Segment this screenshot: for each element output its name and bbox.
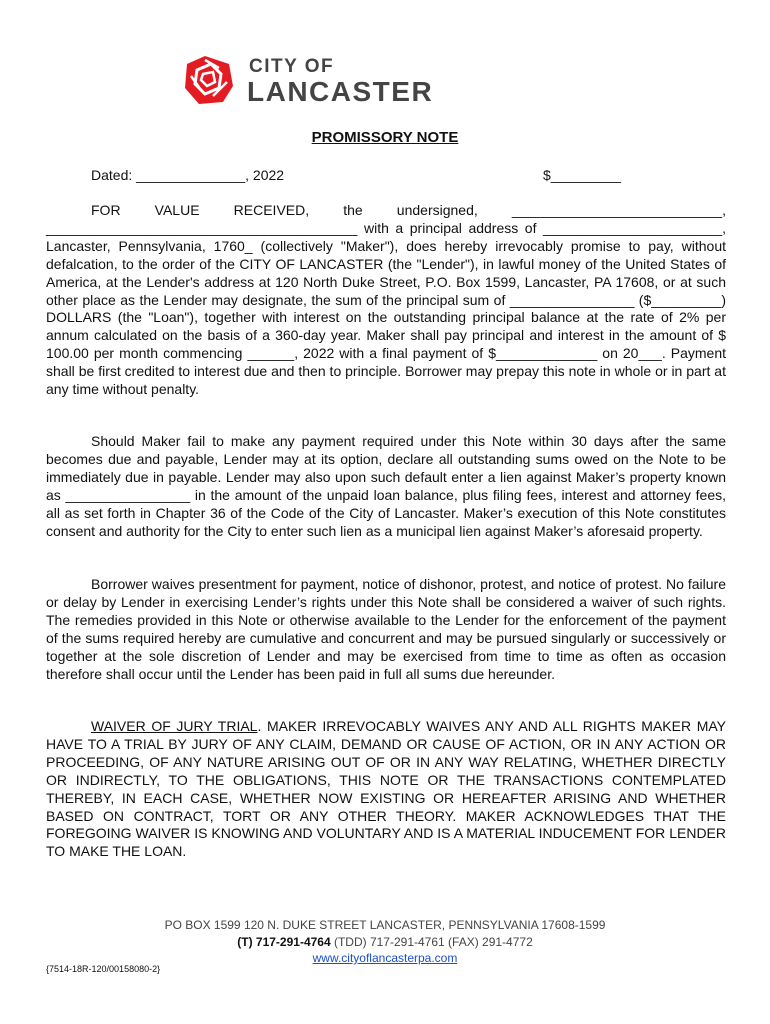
paragraph-default	[46, 433, 726, 540]
page-footer	[0, 917, 770, 967]
paragraph-loan-terms	[46, 202, 726, 399]
paragraph-loan-terms-text: FOR VALUE RECEIVED, the undersigned, ___________________________, ________________________________________ with a principal address of _______________________, Lancaster, Pennsylvania, 1760_ (collectively "Maker"), does hereby irrevocably promise to pay, without defalcation, to the order of the CITY OF LANCASTER (the "Lender"), in lawful money of the United States of America, at the Lender's address at 120 North Duke Street, P.O. Box 1599, Lancaster, PA 17608, or at such other place as the Lender may designate, the sum of the principal sum of ________________ ($_________) DOLLARS (the "Loan"), together with interest on the outstanding principal balance at the rate of 2% per annum calculated on the basis of a 360-day year. Maker shall pay principal and interest in the amount of $ 100.00 per month commencing ______, 2022 with a final payment of $_____________ on 20___. Payment shall be first credited to interest due and then to principle. Borrower may prepay this note in whole or in part at any time without penalty.	[46, 202, 726, 398]
logo-city-of: CITY OF	[249, 56, 335, 77]
paragraph-jury-waiver	[46, 718, 726, 861]
paragraph-jury-waiver-text: . MAKER IRREVOCABLY WAIVES ANY AND ALL RIGHTS MAKER MAY HAVE TO A TRIAL BY JURY OF ANY CLAIM, DEMAND OR CAUSE OF ACTION, OR IN ANY ACTION OR PROCEEDING, OF ANY NATURE ARISING OUT OF OR IN ANY WAY RELATING, WHETHER DIRECTLY OR INDIRECTLY, TO THE OBLIGATIONS, THIS NOTE OR THE TRANSACTIONS CONTEMPLATED THEREBY, IN EACH CASE, WHETHER NOW EXISTING OR HEREAFTER ARISING AND WHETHER BASED ON CONTRACT, TORT OR ANY OTHER THEORY. MAKER ACKNOWLEDGES THAT THE FOREGOING WAIVER IS KNOWING AND VOLUNTARY AND IS A MATERIAL INDUCEMENT FOR LENDER TO MAKE THE LOAN.	[46, 718, 727, 860]
page-title: PROMISSORY NOTE	[311, 129, 459, 146]
paragraph-waivers-text: Borrower waives presentment for payment, notice of dishonor, protest, and notice of protest. No failure or delay by Lender in exercising Lender’s rights under this Note shall be considered a waiver of such rights. The remedies provided in this Note or otherwise available to the Lender for the enforcement of the payment of the sums required hereby are cumulative and concurrent and may be pursued singularly or successively or together at the sole discretion of Lender and may be exercised from time to time as often as occasion therefore shall occur until the Lender has been paid in full all sums due hereunder.	[46, 576, 726, 682]
footer-website-link[interactable]: www.cityoflancasterpa.com	[312, 951, 458, 965]
footer-other-phones: (TDD) 717-291-4761 (FAX) 291-4772	[330, 934, 533, 949]
city-rose-icon	[183, 54, 235, 106]
footer-main-phone: (T) 717-291-4764	[237, 934, 331, 949]
footer-phones	[0, 934, 770, 951]
paragraph-default-text: Should Maker fail to make any payment required under this Note within 30 days after the same becomes due and payable, Lender may at its option, declare all outstanding sums owed on the Note to be immediately due in payable. Lender may also upon such default enter a lien against Maker’s property known as ________________ in the amount of the unpaid loan balance, plus filing fees, interest and attorney fees, all as set forth in Chapter 36 of the Code of the City of Lancaster. Maker’s execution of this Note constitutes consent and authority for the City to enter such lien as a municipal lien against Maker’s aforesaid property.	[46, 433, 726, 539]
dated-field: Dated: ______________, 2022	[91, 167, 285, 183]
jury-waiver-heading: WAIVER OF JURY TRIAL	[91, 718, 258, 734]
city-logo	[183, 54, 453, 108]
footer-address: PO BOX 1599 120 N. DUKE STREET LANCASTER, PENNSYLVANIA 17608-1599	[164, 918, 606, 932]
document-id: {7514-18R-120/00158080-2}	[46, 964, 161, 974]
amount-field: $_________	[543, 167, 621, 183]
logo-lancaster: LANCASTER	[247, 76, 434, 107]
paragraph-waivers	[46, 576, 726, 683]
